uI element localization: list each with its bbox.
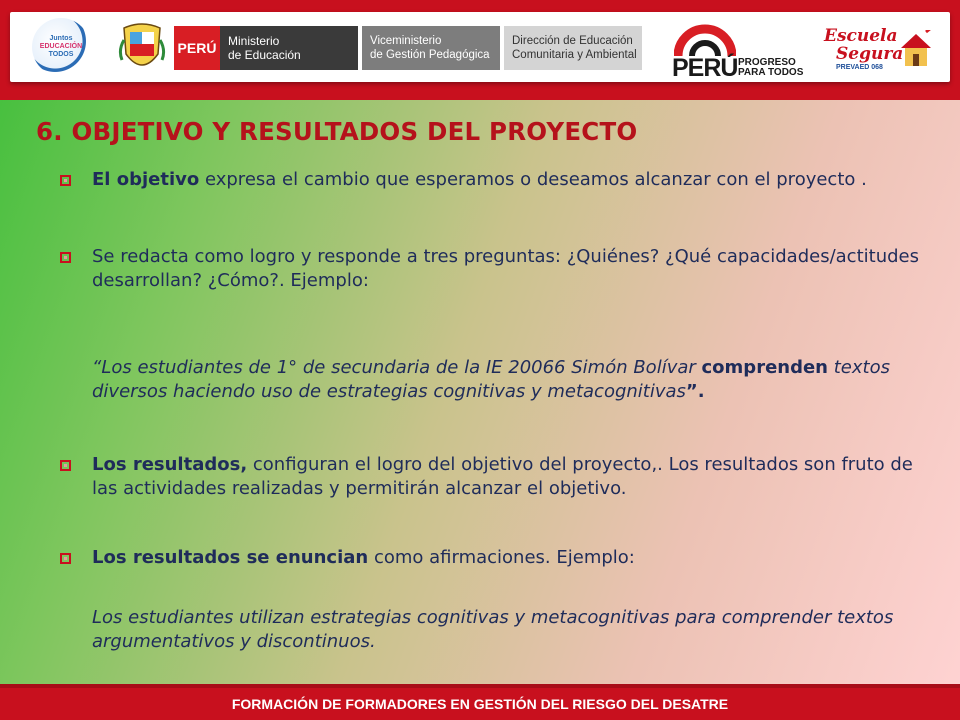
ejemplo-resultado-text: Los estudiantes utilizan estrategias cognitivas y metacognitivas para comprender textos argumentativos y discontinuos. — [92, 607, 894, 652]
ejemplo-objetivo-bold: comprenden — [701, 357, 828, 378]
bullet-square-icon — [60, 175, 71, 186]
bullet-square-icon — [60, 252, 71, 263]
item-ejemplo-resultado — [92, 606, 932, 654]
logo-circle-line3: TODOS — [48, 51, 74, 58]
peru-progreso-logo — [670, 22, 810, 82]
progreso-sub — [738, 58, 803, 78]
slide-title: 6. OBJETIVO Y RESULTADOS DEL PROYECTO — [36, 117, 638, 146]
direccion-block — [504, 26, 642, 70]
item-enunciado-text: como afirmaciones. Ejemplo: — [368, 547, 635, 568]
item-objetivo-bold: El objetivo — [92, 169, 200, 190]
item-resultados-text: configuran el logro del objetivo del proyecto,. Los resultados son fruto de las actividades realizadas y permitirán alcanzar el objetivo. — [92, 454, 913, 499]
escuela-line1: Escuela — [824, 26, 898, 46]
logo-circle-line2: EDUCACIÓN — [39, 43, 83, 50]
progreso-peru-word: PERÚ — [672, 54, 738, 82]
item-redaccion — [92, 245, 932, 293]
footer-banner — [0, 688, 960, 720]
footer-text: FORMACIÓN DE FORMADORES EN GESTIÓN DEL RIESGO DEL DESATRE — [231, 696, 729, 712]
viceministerio-line2: de Gestión Pedagógica — [370, 49, 490, 61]
escuela-line3: PREVAED 068 — [836, 64, 883, 71]
ejemplo-objetivo-part2: textos diversos haciendo uso de estrategias cognitivas y metacognitivas — [92, 357, 890, 402]
item-resultados-bold: Los resultados, — [92, 454, 248, 475]
progreso-sub-line1: PROGRESO — [738, 57, 796, 68]
peru-label: PERÚ — [174, 26, 220, 70]
item-redaccion-text: Se redacta como logro y responde a tres preguntas: ¿Quiénes? ¿Qué capacidades/actitudes desarrollan? ¿Cómo?. Ejemplo: — [92, 246, 919, 291]
ejemplo-objetivo-part1: “Los estudiantes de 1° de secundaria de la IE 20066 Simón Bolívar — [92, 357, 702, 378]
ministerio-line2: de Educación — [228, 48, 301, 62]
direccion-line1: Dirección de Educación — [512, 35, 633, 47]
viceministerio-block — [362, 26, 500, 70]
item-resultados — [92, 453, 932, 501]
education-campaign-logo — [32, 18, 90, 76]
ejemplo-objetivo-tail: ”. — [685, 381, 705, 402]
logo-bar — [10, 12, 950, 82]
progreso-sub-line2: PARA TODOS — [738, 67, 804, 78]
logo-circle-line1: Juntos — [49, 35, 73, 42]
national-shield-icon — [118, 20, 166, 76]
bullet-square-icon — [60, 460, 71, 471]
item-ejemplo-objetivo — [92, 356, 932, 404]
escuela-segura-logo — [818, 20, 938, 80]
item-objetivo — [92, 168, 932, 192]
item-enunciado — [92, 546, 932, 570]
school-house-icon — [898, 30, 934, 70]
item-enunciado-bold: Los resultados se enuncian — [92, 547, 369, 568]
escuela-line2: Segura — [836, 44, 904, 64]
ministerio-line1: Ministerio — [228, 34, 280, 48]
direccion-line2: Comunitaria y Ambiental — [512, 49, 637, 61]
bullet-square-icon — [60, 553, 71, 564]
arch-icon — [674, 22, 736, 58]
viceministerio-line1: Viceministerio — [370, 35, 442, 47]
ministerio-block — [220, 26, 358, 70]
item-objetivo-text: expresa el cambio que esperamos o deseamos alcanzar con el proyecto . — [199, 169, 867, 190]
